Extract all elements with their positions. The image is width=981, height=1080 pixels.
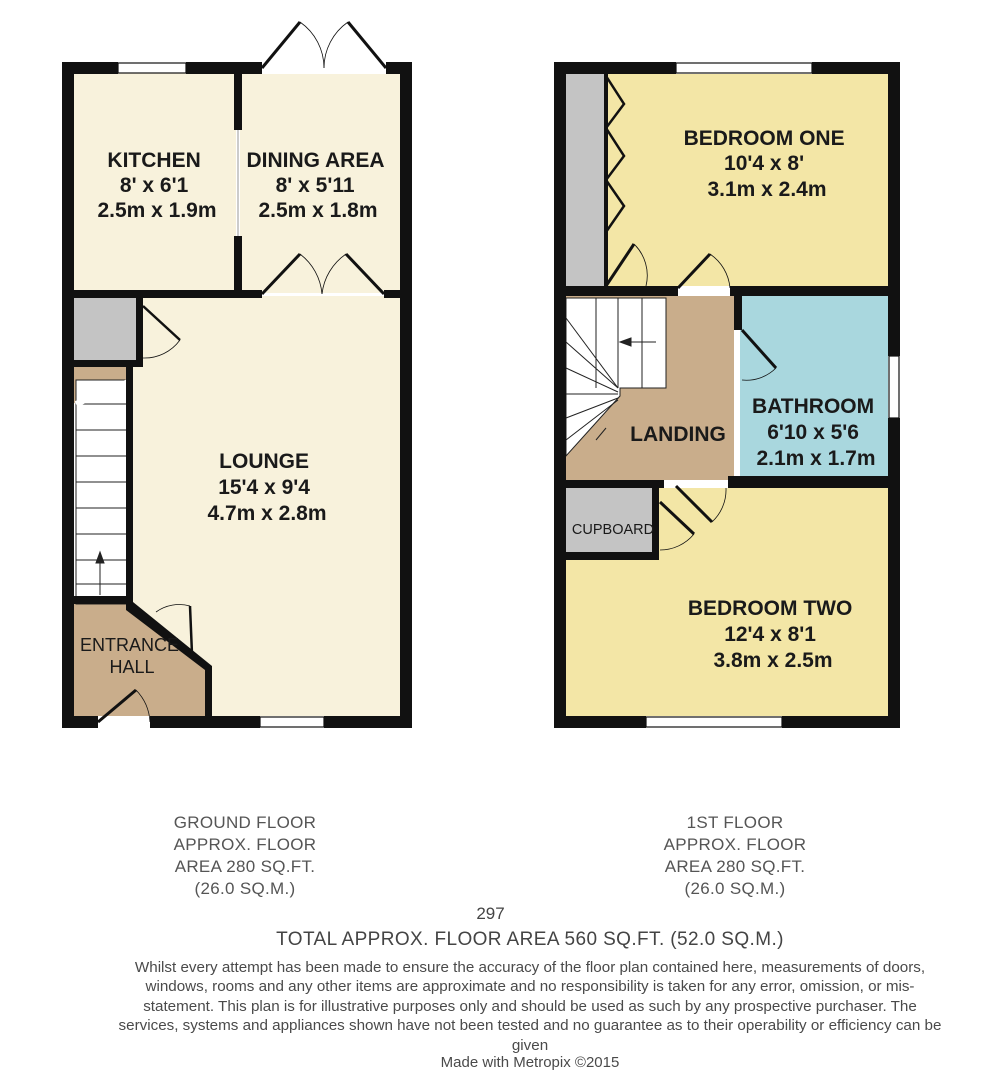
first-floor-plan [554, 62, 900, 728]
lounge-metric: 4.7m x 2.8m [207, 502, 327, 525]
ground-stairs [76, 380, 128, 604]
cupboard-name: CUPBOARD [571, 522, 655, 538]
dining-name: DINING AREA [246, 149, 384, 172]
ground-caption-line3: AREA 280 SQ.FT. [174, 857, 316, 876]
bathroom-name: BATHROOM [752, 395, 875, 418]
entrance-hall-name-line2: HALL [109, 657, 155, 677]
first-caption-line1: 1ST FLOOR [686, 813, 784, 832]
first-floor-caption [650, 812, 820, 900]
first-caption-line4: (26.0 SQ.M.) [684, 879, 786, 898]
first-caption-line3: AREA 280 SQ.FT. [664, 857, 806, 876]
kitchen-metric: 2.5m x 1.9m [97, 199, 217, 222]
entrance-hall-name-line1: ENTRANCE [79, 635, 179, 655]
kitchen-imperial: 8' x 6'1 [119, 174, 189, 197]
first-caption-line2: APPROX. FLOOR [663, 835, 807, 854]
ground-caption-line4: (26.0 SQ.M.) [194, 879, 296, 898]
made-with-credit: Made with Metropix ©2015 [440, 1054, 620, 1071]
wardrobe [566, 74, 606, 286]
bedroom-two-name: BEDROOM TWO [687, 597, 853, 620]
cupboard-area [566, 488, 656, 552]
ground-caption-line1: GROUND FLOOR [173, 813, 317, 832]
lounge-name: LOUNGE [219, 450, 309, 473]
ground-floor-plan [62, 22, 412, 728]
bathroom-imperial: 6'10 x 5'6 [767, 421, 859, 444]
dining-imperial: 8' x 5'11 [275, 174, 355, 197]
lounge-imperial: 15'4 x 9'4 [218, 476, 310, 499]
bedroom-one-metric: 3.1m x 2.4m [707, 178, 827, 201]
landing-name: LANDING [630, 423, 726, 446]
svg-text:LOUNGE 15'4 x 9'4 [207, 450, 326, 525]
total-floor-area: TOTAL APPROX. FLOOR AREA 560 SQ.FT. (52.0 SQ.M.) [276, 929, 784, 950]
bathroom-metric: 2.1m x 1.7m [756, 447, 876, 470]
bedroom-one-name: BEDROOM ONE [683, 127, 845, 150]
dining-metric: 2.5m x 1.8m [258, 199, 378, 222]
ground-caption-line2: APPROX. FLOOR [173, 835, 317, 854]
svg-text:BATHROOM 6'10 x 5'6 [752, 395, 880, 470]
understairs-cupboard [72, 298, 140, 360]
bedroom-two-metric: 3.8m x 2.5m [713, 649, 833, 672]
disclaimer-text: Whilst every attempt has been made to ensure the accuracy of the floor plan contained here, measurements of doors, windows, rooms and any other items are approximate and no responsibility is taken for any error, omission, or mis-statement. This plan is for illustrative purposes only and should be used as such by any prospective purchaser. The services, systems and appliances shown have not been tested and no guarantee as to their operability or efficiency can be given [118, 959, 942, 1054]
bedroom-two-imperial: 12'4 x 8'1 [724, 623, 816, 646]
ground-floor-caption [160, 812, 330, 900]
kitchen-name: KITCHEN [107, 149, 201, 172]
plan-reference-code: 297 [476, 904, 505, 923]
bedroom-one-imperial: 10'4 x 8' [724, 152, 805, 175]
